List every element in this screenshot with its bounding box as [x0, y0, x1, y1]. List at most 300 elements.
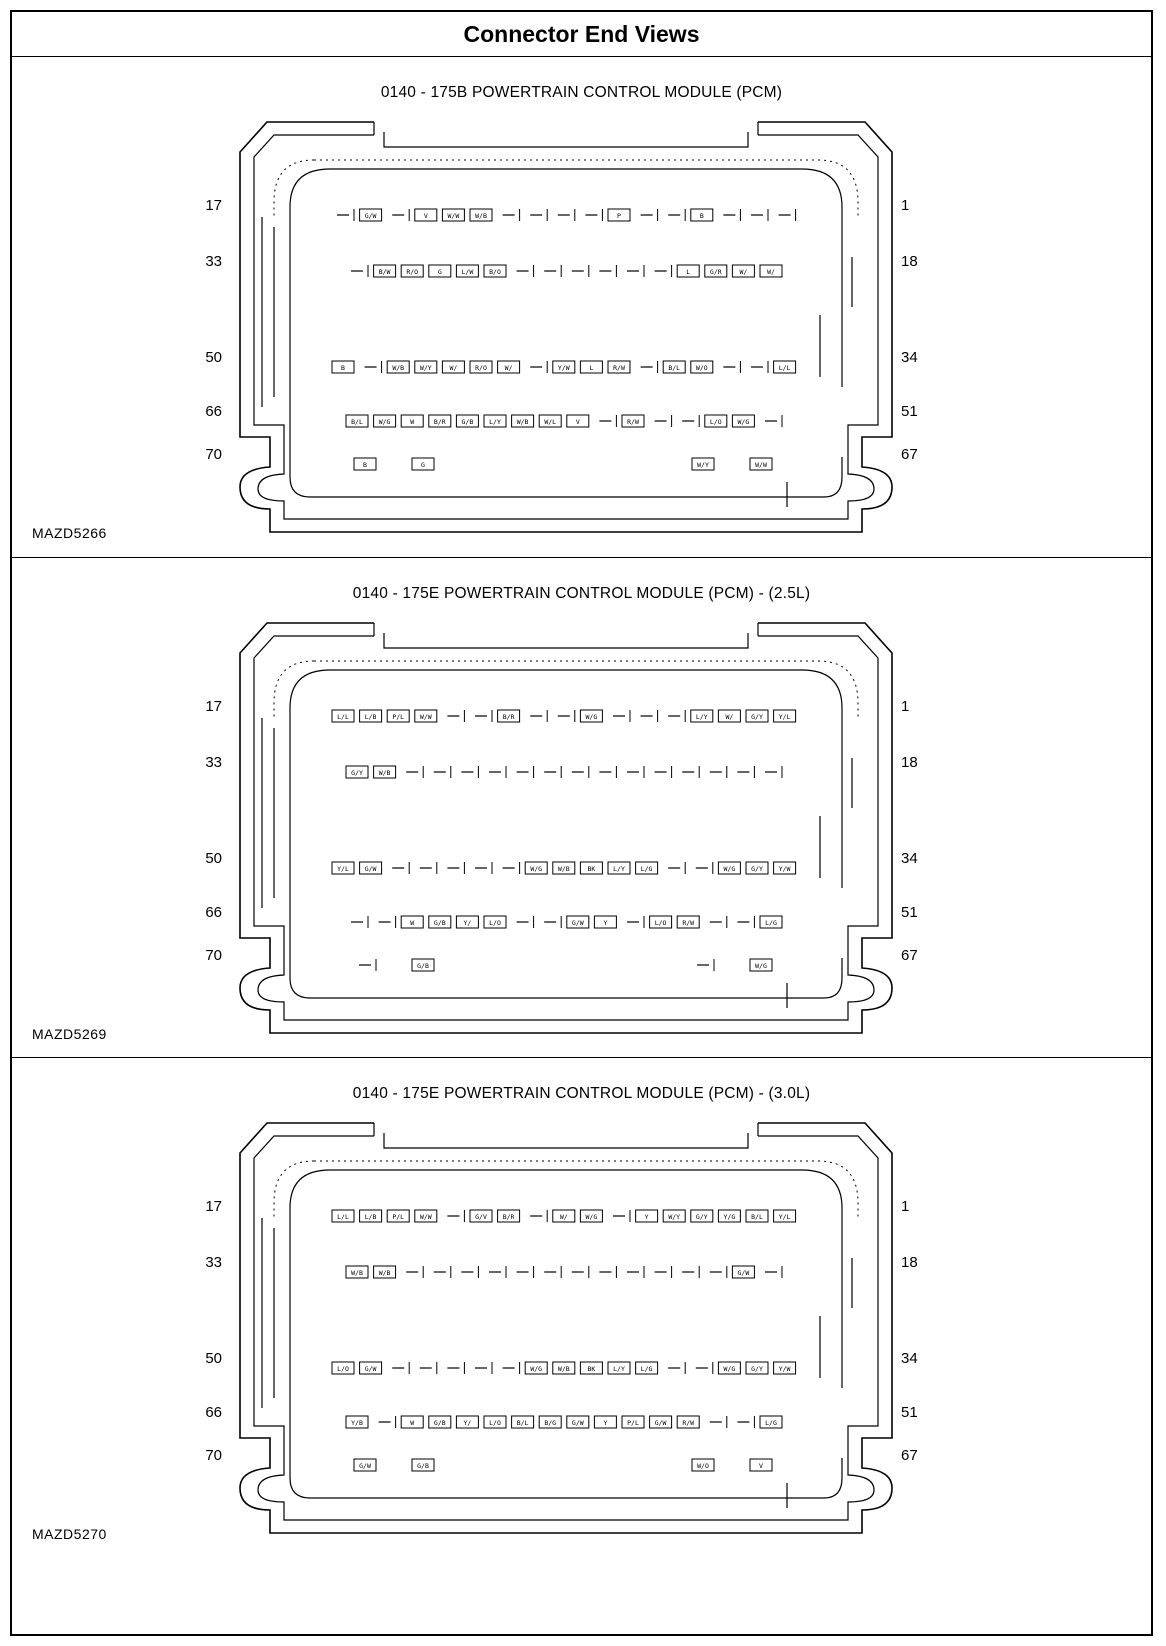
pin-wire-color: V: [423, 212, 428, 220]
pin-wire-color: Y/: [463, 919, 472, 927]
pin-cell: [751, 209, 768, 221]
figure-id: MAZD5266: [32, 525, 107, 541]
figure-id: MAZD5270: [32, 1526, 107, 1542]
pin-cell: [594, 916, 616, 928]
connector-outline: [12, 1058, 1151, 1558]
connector-shell-inner: [254, 1136, 878, 1520]
pin-cell: [585, 209, 602, 221]
pin-cell: [594, 1416, 616, 1428]
pin-wire-color: BK: [587, 865, 596, 873]
connector-shell: [240, 1123, 892, 1533]
pin-cell: [627, 1266, 644, 1278]
pin-cell: [484, 265, 506, 277]
latch: [384, 1133, 748, 1148]
pin-cell: [365, 361, 382, 373]
pin-cell: [553, 862, 575, 874]
pin-cell: [779, 209, 796, 221]
pin-wire-color: L/O: [337, 1365, 349, 1373]
pin-cell: [525, 1362, 547, 1374]
panel-title: 0140 - 175E POWERTRAIN CONTROL MODULE (PCM) - (2.5L): [352, 585, 811, 602]
row-label-left: 17: [205, 698, 222, 715]
pin-wire-color: L/Y: [613, 865, 625, 873]
pin-cell: [401, 265, 423, 277]
pin-cell: [346, 766, 368, 778]
pin-cell: [696, 1362, 713, 1374]
pin-cell: [498, 710, 520, 722]
pin-cell: [484, 916, 506, 928]
row-label-left: 70: [205, 446, 222, 463]
pin-wire-color: Y/W: [778, 865, 791, 873]
pin-cell: [627, 916, 644, 928]
row-label-left: 50: [205, 349, 222, 366]
latch: [384, 132, 748, 147]
pin-cell: [718, 1210, 740, 1222]
pin-wire-color: G/Y: [751, 865, 763, 873]
pin-cell: [332, 710, 354, 722]
pin-wire-color: L/B: [364, 713, 377, 721]
pin-cell: [580, 710, 602, 722]
pin-wire-color: W/Y: [697, 461, 709, 469]
pin-wire-color: G/W: [654, 1419, 667, 1427]
pin-cell: [622, 415, 644, 427]
pin-cell: [392, 1362, 409, 1374]
pin-wire-color: L/W: [461, 268, 474, 276]
pin-wire-color: W/O: [697, 1462, 709, 1470]
pin-cell: [475, 862, 492, 874]
row-label-right: 1: [901, 698, 910, 715]
pin-wire-color: G/W: [364, 212, 377, 220]
row-label-right: 67: [901, 446, 918, 463]
pin-cell: [774, 1362, 796, 1374]
pin-wire-color: L/L: [778, 364, 791, 372]
pin-cell: [697, 959, 714, 971]
pin-wire-color: B: [363, 461, 367, 469]
pin-cell: [539, 415, 561, 427]
pin-wire-color: B/G: [544, 1419, 557, 1427]
row-label-left: 70: [205, 947, 222, 964]
pin-wire-color: G/B: [433, 1419, 446, 1427]
pin-cell: [580, 1362, 602, 1374]
pin-wire-color: B/R: [433, 418, 446, 426]
pin-cell: [447, 1210, 464, 1222]
pin-wire-color: G/W: [571, 1419, 584, 1427]
pin-cell: [705, 265, 727, 277]
row-label-left: 33: [205, 1254, 222, 1271]
pin-wire-color: G/W: [571, 919, 584, 927]
row-label-right: 34: [901, 349, 918, 366]
pin-cell: [503, 862, 520, 874]
pin-cell: [710, 1266, 727, 1278]
pin-cell: [677, 265, 699, 277]
pin-cell: [580, 1210, 602, 1222]
pin-cell: [668, 710, 685, 722]
pin-cell: [429, 1416, 451, 1428]
pin-wire-color: B/O: [489, 268, 501, 276]
pin-wire-color: R/W: [682, 1419, 695, 1427]
row-label-right: 1: [901, 197, 910, 214]
pin-wire-color: G: [437, 268, 442, 276]
row-label-right: 51: [901, 1404, 918, 1421]
pin-cell: [530, 710, 547, 722]
pin-wire-color: W/: [767, 268, 775, 276]
pin-cell: [429, 265, 451, 277]
pin-cell: [746, 862, 768, 874]
pin-wire-color: G/B: [417, 962, 429, 970]
pin-wire-color: B/L: [751, 1213, 763, 1221]
pin-wire-color: W/: [504, 364, 513, 372]
pin-cell: [691, 1210, 713, 1222]
pin-wire-color: W/B: [475, 212, 487, 220]
pin-wire-color: W/: [559, 1213, 568, 1221]
pin-wire-color: W/B: [392, 364, 405, 372]
pin-cell: [750, 959, 772, 971]
pin-wire-color: P: [617, 212, 621, 220]
pin-wire-color: L/L: [337, 1213, 349, 1221]
pin-cell: [517, 766, 534, 778]
pin-cell: [379, 1416, 396, 1428]
pin-cell: [765, 1266, 782, 1278]
pin-wire-color: G/B: [461, 418, 474, 426]
pin-cell: [760, 265, 782, 277]
pin-cell: [677, 916, 699, 928]
pin-wire-color: Y/W: [557, 364, 570, 372]
pin-cell: [429, 916, 451, 928]
pin-cell: [332, 1362, 354, 1374]
pin-cell: [530, 361, 547, 373]
pin-wire-color: B/W: [378, 268, 391, 276]
pin-cell: [746, 710, 768, 722]
pin-wire-color: W: [410, 1419, 415, 1427]
pin-cell: [447, 710, 464, 722]
row-label-left: 17: [205, 1198, 222, 1215]
pin-cell: [751, 361, 768, 373]
pin-cell: [415, 361, 437, 373]
pin-cell: [489, 1266, 506, 1278]
connector-shell: [240, 122, 892, 532]
pin-cell: [484, 415, 506, 427]
pin-cell: [498, 1210, 520, 1222]
pin-cell: [512, 1416, 534, 1428]
pin-cell: [412, 1459, 434, 1471]
pin-cell: [682, 415, 699, 427]
pin-wire-color: B/L: [351, 418, 363, 426]
pin-wire-color: W/G: [585, 1213, 598, 1221]
pin-wire-color: G/R: [709, 268, 722, 276]
pin-wire-color: Y/G: [723, 1213, 736, 1221]
pin-cell: [498, 361, 520, 373]
row-label-right: 67: [901, 947, 918, 964]
row-label-left: 50: [205, 850, 222, 867]
pin-cell: [718, 862, 740, 874]
pin-cell: [692, 1459, 714, 1471]
pin-wire-color: P/L: [392, 1213, 405, 1221]
pin-cell: [613, 1210, 630, 1222]
pin-cell: [392, 862, 409, 874]
pin-wire-color: P/L: [392, 713, 405, 721]
pin-cell: [567, 1416, 589, 1428]
pin-cell: [682, 766, 699, 778]
pin-cell: [558, 209, 575, 221]
pin-cell: [599, 265, 616, 277]
panel-title: 0140 - 175E POWERTRAIN CONTROL MODULE (PCM) - (3.0L): [352, 1085, 811, 1102]
row-label-right: 18: [901, 253, 918, 270]
pin-wire-color: Y/: [463, 1419, 472, 1427]
pin-wire-color: W: [410, 919, 415, 927]
pin-wire-color: W/B: [378, 1269, 391, 1277]
pin-cell: [415, 1210, 437, 1222]
pin-cell: [636, 1362, 658, 1374]
pin-wire-color: W/G: [585, 713, 598, 721]
pin-cell: [737, 916, 754, 928]
pin-cell: [691, 209, 713, 221]
pin-cell: [723, 209, 740, 221]
pin-cell: [415, 710, 437, 722]
pin-wire-color: W/W: [419, 713, 432, 721]
pin-cell: [710, 766, 727, 778]
pin-cell: [774, 361, 796, 373]
row-label-right: 1: [901, 1198, 910, 1215]
pin-wire-color: Y/W: [778, 1365, 791, 1373]
guide-rail-left: [262, 217, 274, 407]
pin-cell: [447, 862, 464, 874]
pin-cell: [553, 361, 575, 373]
pin-cell: [406, 766, 423, 778]
pin-wire-color: L/Y: [695, 713, 708, 721]
pin-cell: [346, 415, 368, 427]
pin-cell: [650, 916, 672, 928]
pin-cell: [332, 862, 354, 874]
pin-cell: [359, 959, 376, 971]
pin-cell: [732, 415, 754, 427]
page-title: Connector End Views: [12, 12, 1151, 57]
pin-cell: [530, 1210, 547, 1222]
pin-wire-color: B/R: [502, 713, 515, 721]
connector-outline: [12, 558, 1151, 1058]
row-label-left: 66: [205, 904, 222, 921]
pin-cell: [461, 1266, 478, 1278]
pin-wire-color: L: [589, 364, 594, 372]
pin-cell: [668, 209, 685, 221]
pin-wire-color: B/L: [516, 1419, 529, 1427]
pin-cell: [517, 265, 534, 277]
guide-rail-left: [262, 718, 274, 908]
pin-cell: [420, 1362, 437, 1374]
pin-cell: [387, 361, 409, 373]
pin-cell: [691, 710, 713, 722]
pin-wire-color: G/W: [359, 1462, 371, 1470]
pin-cell: [456, 415, 478, 427]
pin-cell: [354, 458, 376, 470]
pin-wire-color: Y: [644, 1213, 649, 1221]
pin-wire-color: W/G: [737, 418, 750, 426]
pin-cell: [447, 1362, 464, 1374]
pin-cell: [530, 209, 547, 221]
connector-shell-inner: [254, 135, 878, 519]
pin-cell: [456, 265, 478, 277]
pin-cell: [456, 1416, 478, 1428]
pin-wire-color: L/O: [489, 919, 501, 927]
pin-cell: [412, 458, 434, 470]
pin-wire-color: Y: [603, 1419, 608, 1427]
latch: [384, 633, 748, 648]
pin-wire-color: W/: [449, 364, 458, 372]
pin-cell: [572, 766, 589, 778]
pin-cell: [737, 1416, 754, 1428]
pin-wire-color: G/Y: [751, 713, 763, 721]
pin-cell: [750, 1459, 772, 1471]
pin-wire-color: Y/L: [337, 865, 349, 873]
connector-shell-inner: [254, 636, 878, 1020]
pin-cell: [544, 916, 561, 928]
pin-wire-color: L/O: [489, 1419, 501, 1427]
pin-wire-color: L/O: [654, 919, 667, 927]
row-label-right: 51: [901, 904, 918, 921]
pin-cell: [489, 766, 506, 778]
pin-wire-color: W: [410, 418, 415, 426]
pin-cell: [732, 265, 754, 277]
pin-wire-color: G: [421, 461, 425, 469]
pin-cell: [572, 265, 589, 277]
pin-cell: [580, 361, 602, 373]
pin-wire-color: R/W: [613, 364, 625, 372]
pin-wire-color: W/G: [530, 1365, 543, 1373]
connector-panel-pcm-175e-2-5l: [12, 557, 1151, 1057]
pin-cell: [374, 766, 396, 778]
pin-wire-color: W/: [725, 713, 734, 721]
pin-cell: [401, 1416, 423, 1428]
pin-cell: [351, 916, 368, 928]
pin-wire-color: W/: [739, 268, 748, 276]
pin-cell: [517, 916, 534, 928]
pin-cell: [544, 1266, 561, 1278]
pin-wire-color: L/Y: [489, 418, 501, 426]
pin-wire-color: W/W: [447, 212, 460, 220]
pin-cell: [415, 209, 437, 221]
pin-cell: [503, 1362, 520, 1374]
row-label-left: 50: [205, 1350, 222, 1367]
pin-wire-color: R/O: [406, 268, 419, 276]
pin-wire-color: B: [341, 364, 345, 372]
pin-wire-color: G/B: [433, 919, 446, 927]
guide-rail-left: [262, 1218, 274, 1408]
pin-wire-color: W/W: [755, 461, 767, 469]
pin-cell: [553, 1210, 575, 1222]
connector-shell: [240, 623, 892, 1033]
pin-cell: [567, 415, 589, 427]
pin-wire-color: L/G: [640, 1365, 653, 1373]
pin-cell: [572, 1266, 589, 1278]
pin-cell: [470, 361, 492, 373]
pin-cell: [360, 1210, 382, 1222]
pin-cell: [750, 458, 772, 470]
pin-cell: [663, 1210, 685, 1222]
pin-cell: [599, 415, 616, 427]
pin-cell: [655, 1266, 672, 1278]
row-label-right: 34: [901, 1350, 918, 1367]
guide-rail-right: [820, 257, 852, 377]
pin-cell: [718, 1362, 740, 1374]
pin-wire-color: L/G: [765, 1419, 777, 1427]
pin-cell: [442, 361, 464, 373]
row-label-right: 51: [901, 403, 918, 420]
pin-cell: [346, 1416, 368, 1428]
pin-wire-color: L/O: [709, 418, 722, 426]
guide-rail-right: [820, 758, 852, 878]
pin-wire-color: W/Y: [419, 364, 432, 372]
pin-cell: [668, 862, 685, 874]
pin-cell: [718, 710, 740, 722]
pin-cell: [746, 1210, 768, 1222]
pin-cell: [503, 209, 520, 221]
connector-panel-pcm-175e-3-0l: [12, 1057, 1151, 1634]
pin-cell: [539, 1416, 561, 1428]
pin-cell: [696, 862, 713, 874]
pin-cell: [434, 1266, 451, 1278]
pin-wire-color: B: [699, 212, 704, 220]
pin-wire-color: W/G: [755, 962, 767, 970]
connector-outline: [12, 57, 1151, 557]
pin-cell: [392, 209, 409, 221]
pin-wire-color: R/O: [475, 364, 487, 372]
pin-cell: [374, 415, 396, 427]
pin-cell: [360, 710, 382, 722]
pin-cell: [710, 1416, 727, 1428]
pin-cell: [692, 458, 714, 470]
pin-cell: [387, 1210, 409, 1222]
pin-wire-color: W/L: [544, 418, 557, 426]
pin-cell: [346, 1266, 368, 1278]
pin-cell: [429, 415, 451, 427]
pin-cell: [668, 1362, 685, 1374]
guide-rail-right: [820, 1258, 852, 1378]
pin-cell: [337, 209, 354, 221]
row-label-left: 17: [205, 197, 222, 214]
pin-wire-color: L/Y: [613, 1365, 625, 1373]
pin-cell: [636, 862, 658, 874]
pin-wire-color: W/G: [530, 865, 543, 873]
pin-wire-color: L/B: [364, 1213, 377, 1221]
pin-cell: [677, 1416, 699, 1428]
pin-cell: [580, 862, 602, 874]
pin-cell: [412, 959, 434, 971]
pin-cell: [705, 415, 727, 427]
pin-wire-color: Y/L: [778, 1213, 791, 1221]
pin-wire-color: Y: [603, 919, 608, 927]
pin-cell: [737, 766, 754, 778]
pin-wire-color: G/W: [364, 865, 377, 873]
pin-cell: [627, 265, 644, 277]
pin-cell: [420, 862, 437, 874]
pin-cell: [746, 1362, 768, 1374]
pin-cell: [401, 415, 423, 427]
pin-wire-color: W/Y: [668, 1213, 681, 1221]
pin-cell: [475, 1362, 492, 1374]
pin-wire-color: W/G: [723, 865, 736, 873]
pin-cell: [663, 361, 685, 373]
pin-cell: [655, 265, 672, 277]
pin-cell: [434, 766, 451, 778]
pin-cell: [517, 1266, 534, 1278]
pin-wire-color: G/B: [417, 1462, 429, 1470]
pin-wire-color: BK: [587, 1365, 596, 1373]
pin-cell: [374, 265, 396, 277]
row-label-left: 66: [205, 403, 222, 420]
pin-cell: [691, 361, 713, 373]
pin-cell: [332, 361, 354, 373]
pin-cell: [553, 1362, 575, 1374]
pin-cell: [351, 265, 368, 277]
pin-wire-color: R/W: [682, 919, 695, 927]
